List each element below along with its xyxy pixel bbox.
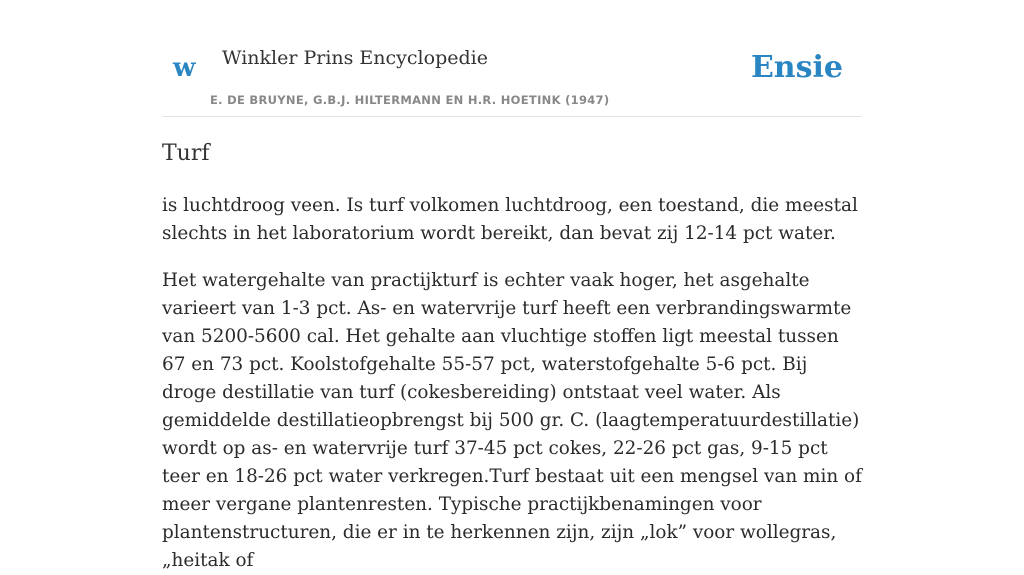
source-title[interactable]: Winkler Prins Encyclopedie [222, 47, 488, 69]
source-header [162, 0, 862, 117]
article-paragraph: Het watergehalte van practijkturf is echter vaak hoger, het asgehalte varieert van 1-3 pct. As- en watervrije turf heeft een verbrandingswarmte van 5200-5600 cal. Het gehalte aan vluchtige stoffen ligt meestal tussen 67 en 73 pct. Koolstofgehalte 55-57 pct, waterstofgehalte 5-6 pct. Bij droge destillatie van turf (cokesbereiding) ontstaat veel water. Als gemiddelde destillatieopbrengst bij 500 gr. C. (laagtemperatuurdestillatie) wordt op as- en watervrije turf 37-45 pct cokes, 22-26 pct gas, 9-15 pct teer en 18-26 pct water verkregen.Turf bestaat uit een mengsel van min of meer vergane plantenresten. Typische practijkbenamingen voor plantenstructuren, die er in te herkennen zijn, zijn „lok” voor wollegras, „heitak of [162, 270, 862, 571]
article-title: Turf [162, 141, 210, 166]
article-page [162, 0, 862, 571]
winkler-prins-logo[interactable]: w [173, 53, 196, 83]
article-paragraph: is luchtdroog veen. Is turf volkomen luchtdroog, een toestand, die meestal slechts in het laboratorium wordt bereikt, dan bevat zij 12-14 pct water. [162, 195, 858, 244]
ensie-logo[interactable]: Ensie [750, 50, 843, 85]
source-authors: E. DE BRUYNE, G.B.J. HILTERMANN EN H.R. HOETINK (1947) [210, 93, 610, 107]
